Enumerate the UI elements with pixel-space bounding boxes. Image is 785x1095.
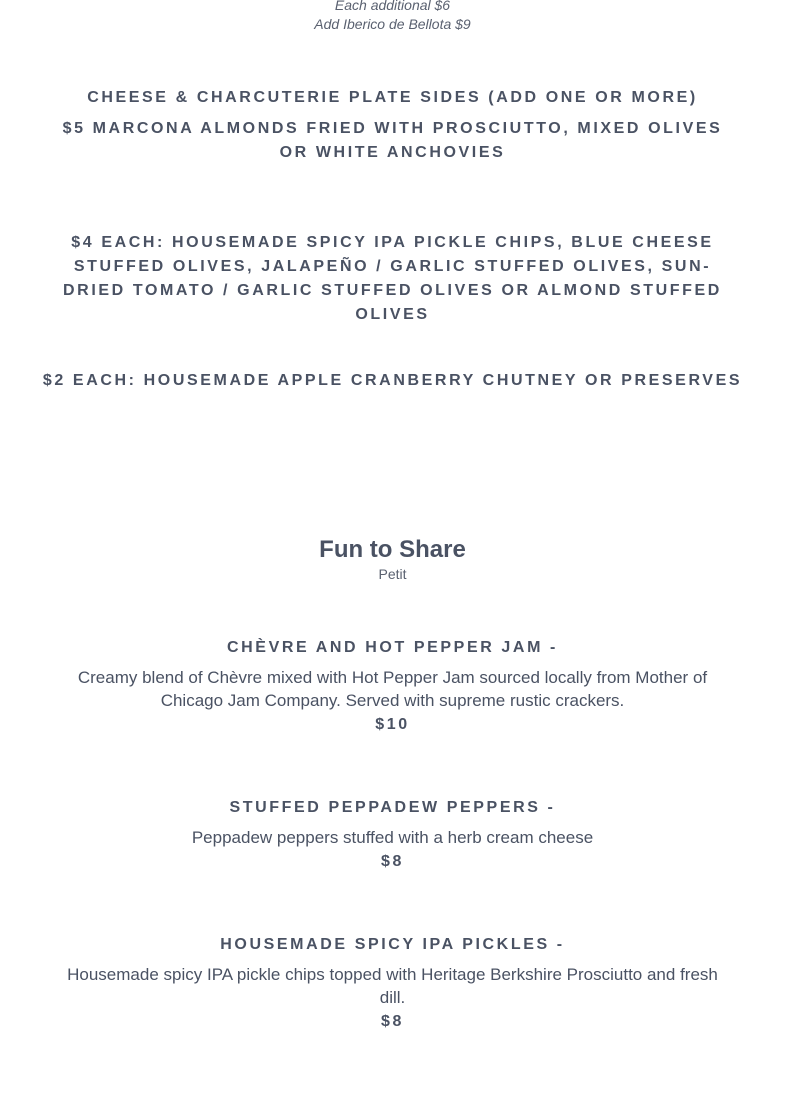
- menu-item-price: $10: [375, 716, 410, 733]
- sides-two-dollar: $2 EACH: HOUSEMADE APPLE CRANBERRY CHUTNEY OR PRESERVES: [42, 372, 743, 389]
- menu-item-description: Creamy blend of Chèvre mixed with Hot Pepper Jam sourced locally from Mother of Chicago Jam Company. Served with supreme rustic crackers.: [77, 668, 708, 710]
- menu-item-title: HOUSEMADE SPICY IPA PICKLES -: [220, 936, 565, 953]
- each-additional-note: Each additional $6: [334, 0, 451, 13]
- menu-item-title: CHÈVRE AND HOT PEPPER JAM -: [227, 639, 558, 656]
- menu-item-price: $8: [381, 853, 404, 870]
- section-subtitle: Petit: [378, 566, 407, 582]
- menu-item-title: STUFFED PEPPADEW PEPPERS -: [229, 799, 556, 816]
- menu-item-price: $8: [381, 1013, 404, 1030]
- sides-heading: CHEESE & CHARCUTERIE PLATE SIDES (ADD ONE OR MORE): [87, 89, 698, 106]
- add-iberico-note: Add Iberico de Bellota $9: [314, 16, 471, 32]
- menu-item-description: Housemade spicy IPA pickle chips topped with Heritage Berkshire Prosciutto and fresh dill.: [67, 965, 718, 1007]
- menu-item-description: Peppadew peppers stuffed with a herb cream cheese: [191, 828, 594, 847]
- sides-five-dollar: $5 MARCONA ALMONDS FRIED WITH PROSCIUTTO, MIXED OLIVES OR WHITE ANCHOVIES: [62, 120, 723, 161]
- sides-four-dollar: $4 EACH: HOUSEMADE SPICY IPA PICKLE CHIPS, BLUE CHEESE STUFFED OLIVES, JALAPEÑO / GARLIC STUFFED OLIVES, SUN-DRIED TOMATO / GARLIC STUFFED OLIVES OR ALMOND STUFFED OLIVES: [63, 234, 722, 323]
- section-title: Fun to Share: [319, 536, 466, 563]
